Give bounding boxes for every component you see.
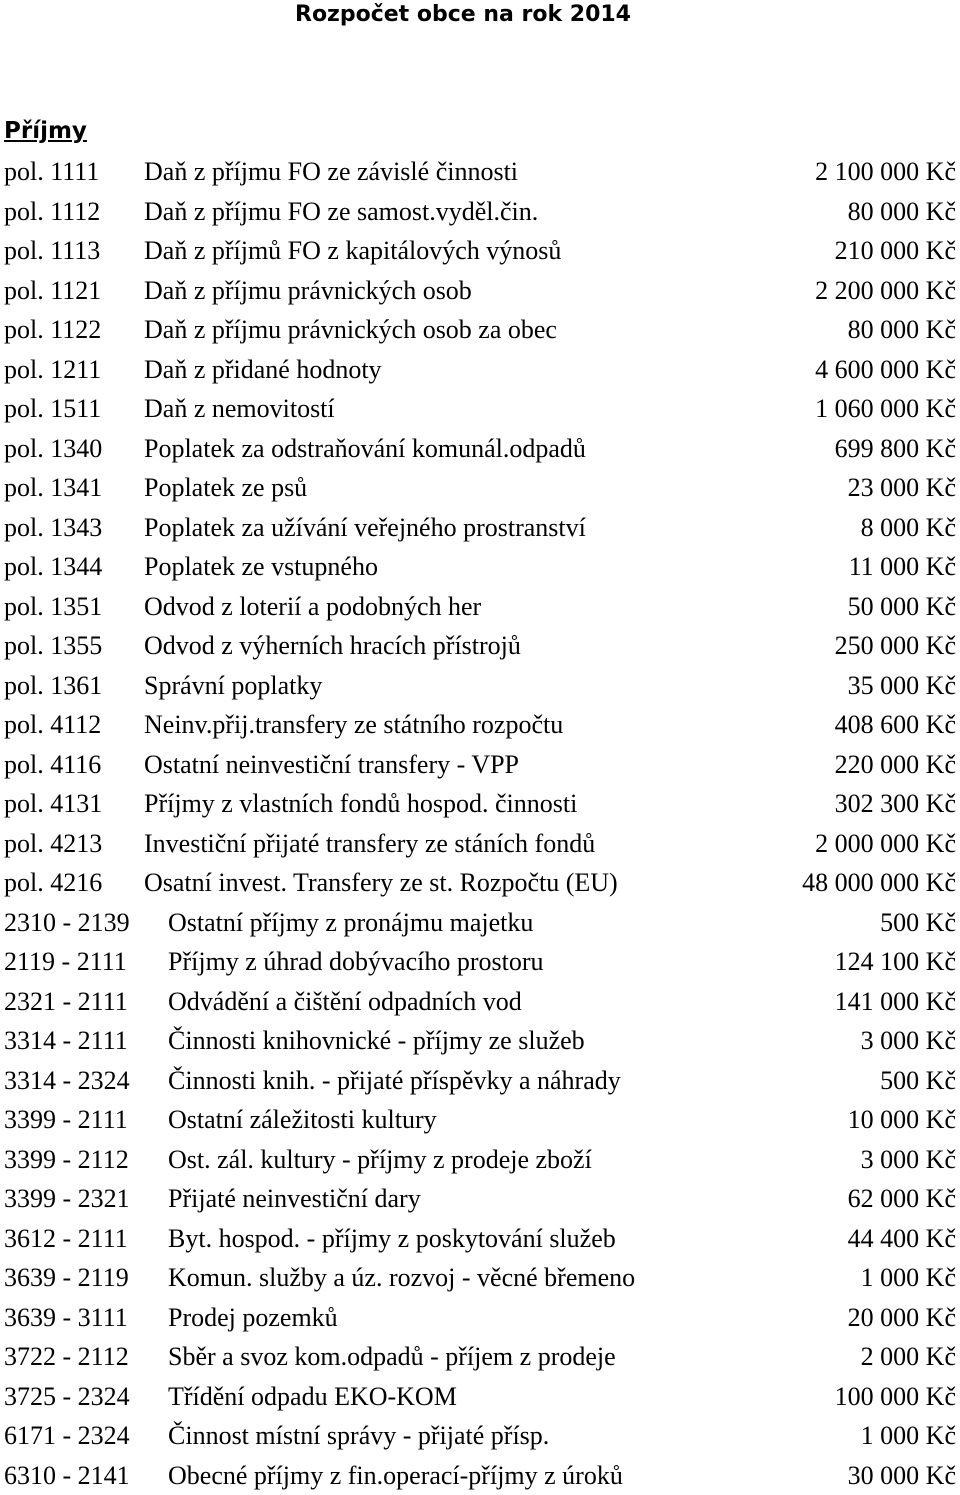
row-code: 3399 - 2321 [4, 1179, 130, 1219]
budget-row [0, 1377, 960, 1417]
row-code: pol. 1361 [4, 666, 102, 706]
row-description: Příjmy z úhrad dobývacího prostoru [168, 942, 544, 982]
row-amount: 10 000 Kč [848, 1100, 956, 1140]
row-description: Daň z nemovitostí [144, 389, 335, 429]
row-code: 3314 - 2111 [4, 1021, 128, 1061]
row-code: 2321 - 2111 [4, 982, 128, 1022]
row-amount: 220 000 Kč [835, 745, 956, 785]
row-amount: 30 000 Kč [848, 1456, 956, 1495]
budget-row [0, 1416, 960, 1456]
row-code: pol. 4112 [4, 705, 101, 745]
budget-row [0, 389, 960, 429]
budget-row [0, 745, 960, 785]
row-description: Poplatek za odstraňování komunál.odpadů [144, 429, 586, 469]
row-amount: 408 600 Kč [835, 705, 956, 745]
row-code: 3639 - 3111 [4, 1298, 128, 1338]
row-code: pol. 1121 [4, 271, 101, 311]
row-amount: 62 000 Kč [848, 1179, 956, 1219]
row-amount: 500 Kč [880, 903, 956, 943]
row-code: 2119 - 2111 [4, 942, 127, 982]
budget-row [0, 192, 960, 232]
row-code: pol. 1351 [4, 587, 102, 627]
row-description: Příjmy z vlastních fondů hospod. činnosti [144, 784, 577, 824]
row-code: 2310 - 2139 [4, 903, 130, 943]
document-title: Rozpočet obce na rok 2014 [0, 0, 926, 30]
row-amount: 80 000 Kč [848, 310, 956, 350]
row-description: Komun. služby a úz. rozvoj - věcné břemeno [168, 1258, 635, 1298]
row-amount: 699 800 Kč [835, 429, 956, 469]
budget-row [0, 863, 960, 903]
row-description: Daň z příjmů FO z kapitálových výnosů [144, 231, 561, 271]
budget-row [0, 231, 960, 271]
budget-row [0, 1337, 960, 1377]
row-amount: 23 000 Kč [848, 468, 956, 508]
row-description: Daň z příjmu FO ze samost.vyděl.čin. [144, 192, 538, 232]
row-amount: 11 000 Kč [849, 547, 956, 587]
row-code: 3725 - 2324 [4, 1377, 130, 1417]
section-heading-prijmy: Příjmy [4, 116, 87, 146]
row-amount: 1 000 Kč [861, 1416, 956, 1456]
row-code: pol. 1340 [4, 429, 102, 469]
row-amount: 2 200 000 Kč [815, 271, 956, 311]
budget-row [0, 1258, 960, 1298]
budget-row [0, 982, 960, 1022]
budget-row [0, 429, 960, 469]
budget-row [0, 666, 960, 706]
row-code: 3399 - 2112 [4, 1140, 129, 1180]
row-description: Ostatní záležitosti kultury [168, 1100, 437, 1140]
row-description: Byt. hospod. - příjmy z poskytování služeb [168, 1219, 616, 1259]
row-description: Odvod z loterií a podobných her [144, 587, 481, 627]
budget-row [0, 903, 960, 943]
row-amount: 1 060 000 Kč [815, 389, 956, 429]
row-description: Poplatek za užívání veřejného prostranství [144, 508, 586, 548]
budget-row [0, 547, 960, 587]
row-amount: 1 000 Kč [861, 1258, 956, 1298]
budget-row [0, 1456, 960, 1495]
row-code: pol. 1344 [4, 547, 102, 587]
row-code: pol. 1343 [4, 508, 102, 548]
row-code: pol. 4116 [4, 745, 101, 785]
row-amount: 4 600 000 Kč [815, 350, 956, 390]
row-code: pol. 1341 [4, 468, 102, 508]
row-description: Daň z příjmu právnických osob za obec [144, 310, 557, 350]
row-amount: 8 000 Kč [861, 508, 956, 548]
budget-row [0, 1100, 960, 1140]
row-amount: 2 000 000 Kč [815, 824, 956, 864]
row-description: Ostatní příjmy z pronájmu majetku [168, 903, 533, 943]
row-amount: 141 000 Kč [835, 982, 956, 1022]
row-code: 3314 - 2324 [4, 1061, 130, 1101]
row-description: Daň z příjmu právnických osob [144, 271, 472, 311]
budget-row [0, 1021, 960, 1061]
row-description: Odvod z výherních hracích přístrojů [144, 626, 521, 666]
row-amount: 80 000 Kč [848, 192, 956, 232]
row-amount: 3 000 Kč [861, 1140, 956, 1180]
row-amount: 44 400 Kč [848, 1219, 956, 1259]
row-amount: 210 000 Kč [835, 231, 956, 271]
row-code: 6171 - 2324 [4, 1416, 130, 1456]
budget-row [0, 705, 960, 745]
row-description: Ostatní neinvestiční transfery - VPP [144, 745, 519, 785]
budget-row [0, 1298, 960, 1338]
row-description: Poplatek ze vstupného [144, 547, 378, 587]
budget-row [0, 1140, 960, 1180]
budget-row [0, 310, 960, 350]
row-code: pol. 4213 [4, 824, 102, 864]
budget-row [0, 784, 960, 824]
row-amount: 250 000 Kč [835, 626, 956, 666]
row-amount: 124 100 Kč [835, 942, 956, 982]
row-code: 3639 - 2119 [4, 1258, 129, 1298]
budget-row [0, 626, 960, 666]
row-description: Činnost místní správy - přijaté přísp. [168, 1416, 549, 1456]
budget-row [0, 587, 960, 627]
row-description: Odvádění a čištění odpadních vod [168, 982, 522, 1022]
row-amount: 100 000 Kč [835, 1377, 956, 1417]
row-amount: 302 300 Kč [835, 784, 956, 824]
row-amount: 48 000 000 Kč [802, 863, 956, 903]
row-amount: 50 000 Kč [848, 587, 956, 627]
row-description: Daň z příjmu FO ze závislé činnosti [144, 152, 518, 192]
row-amount: 500 Kč [880, 1061, 956, 1101]
budget-row [0, 824, 960, 864]
row-description: Daň z přidané hodnoty [144, 350, 382, 390]
row-description: Sběr a svoz kom.odpadů - příjem z prodeje [168, 1337, 616, 1377]
row-code: pol. 1113 [4, 231, 100, 271]
row-code: pol. 1112 [4, 192, 100, 232]
budget-row [0, 1179, 960, 1219]
budget-row [0, 1219, 960, 1259]
budget-rows [0, 152, 960, 1495]
budget-row [0, 152, 960, 192]
row-amount: 2 000 Kč [861, 1337, 956, 1377]
row-code: pol. 1111 [4, 152, 99, 192]
row-description: Ost. zál. kultury - příjmy z prodeje zboží [168, 1140, 592, 1180]
row-description: Osatní invest. Transfery ze st. Rozpočtu (EU) [144, 863, 618, 903]
row-code: pol. 4216 [4, 863, 102, 903]
row-description: Prodej pozemků [168, 1298, 338, 1338]
row-code: pol. 1211 [4, 350, 101, 390]
row-code: pol. 1355 [4, 626, 102, 666]
row-code: pol. 4131 [4, 784, 102, 824]
row-description: Přijaté neinvestiční dary [168, 1179, 421, 1219]
row-description: Správní poplatky [144, 666, 322, 706]
budget-row [0, 1061, 960, 1101]
row-description: Poplatek ze psů [144, 468, 307, 508]
row-code: 6310 - 2141 [4, 1456, 130, 1495]
row-code: pol. 1122 [4, 310, 101, 350]
budget-row [0, 508, 960, 548]
row-code: 3612 - 2111 [4, 1219, 128, 1259]
row-code: pol. 1511 [4, 389, 101, 429]
budget-row [0, 350, 960, 390]
row-amount: 3 000 Kč [861, 1021, 956, 1061]
row-code: 3399 - 2111 [4, 1100, 128, 1140]
row-amount: 2 100 000 Kč [815, 152, 956, 192]
row-description: Neinv.přij.transfery ze státního rozpočtu [144, 705, 563, 745]
budget-row [0, 271, 960, 311]
row-description: Činnosti knihovnické - příjmy ze služeb [168, 1021, 585, 1061]
budget-row [0, 942, 960, 982]
row-description: Činnosti knih. - přijaté příspěvky a náhrady [168, 1061, 621, 1101]
row-code: 3722 - 2112 [4, 1337, 129, 1377]
row-description: Investiční přijaté transfery ze stáních fondů [144, 824, 595, 864]
budget-row [0, 468, 960, 508]
row-amount: 35 000 Kč [848, 666, 956, 706]
row-description: Třídění odpadu EKO-KOM [168, 1377, 457, 1417]
row-amount: 20 000 Kč [848, 1298, 956, 1338]
row-description: Obecné příjmy z fin.operací-příjmy z úroků [168, 1456, 623, 1495]
